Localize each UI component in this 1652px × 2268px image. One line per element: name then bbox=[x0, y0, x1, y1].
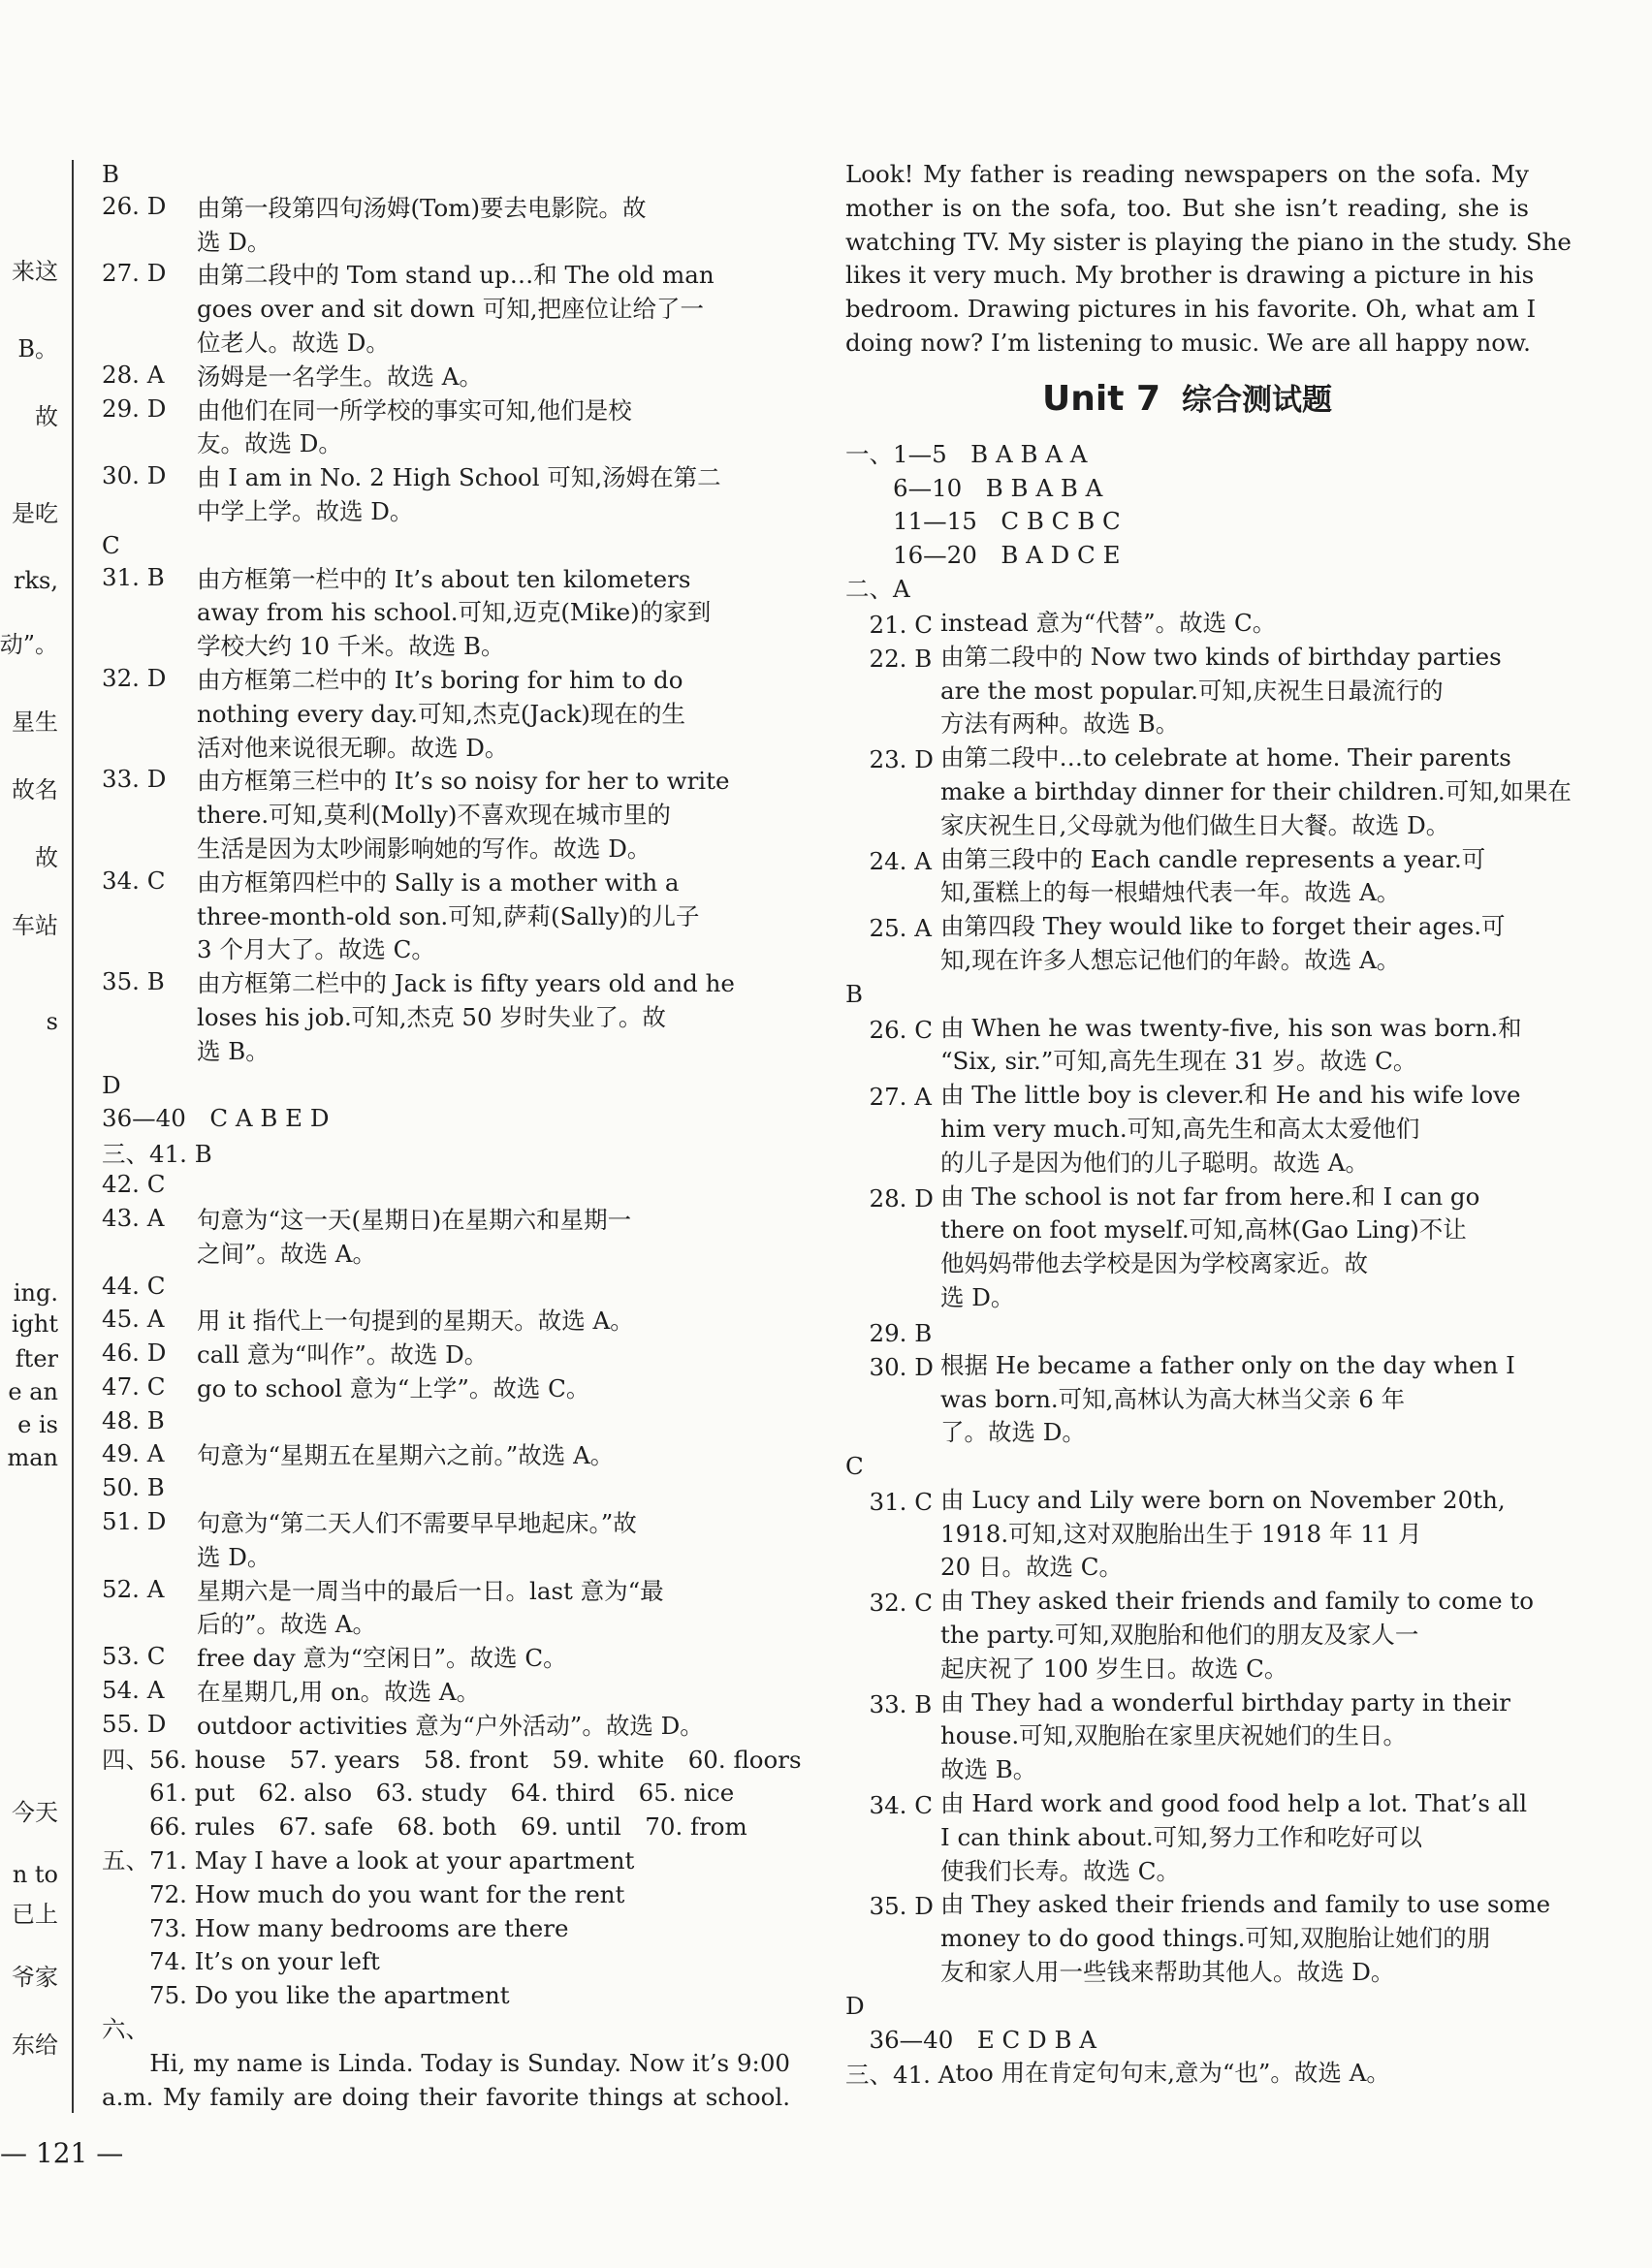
unit-heading bbox=[845, 361, 1529, 438]
answer-number: 28. A bbox=[102, 360, 165, 389]
answer-explanation bbox=[197, 461, 790, 529]
passage-line: bedroom. Drawing pictures in his favorite. Oh, what am I bbox=[845, 295, 1537, 324]
text-line: 四、56. house 57. years 58. front 59. white 60. floors bbox=[102, 1745, 802, 1774]
text-line: C bbox=[845, 1452, 864, 1481]
explanation-line: 友。故选 D。 bbox=[197, 429, 342, 458]
answer-number: 34. C bbox=[102, 866, 166, 895]
explanation-line: was born.可知,高林认为高大林当父亲 6 年 bbox=[940, 1384, 1406, 1413]
answer-explanation bbox=[197, 1642, 790, 1676]
passage-line: a.m. My family are doing their favorite things at school. bbox=[102, 2082, 790, 2111]
explanation-line: 由他们在同一所学校的事实可知,他们是校 bbox=[197, 395, 632, 425]
explanation-line: 由 I am in No. 2 High School 可知,汤姆在第二 bbox=[197, 463, 721, 492]
passage-continuation bbox=[845, 158, 1572, 361]
explanation-line: 由 They asked their friends and family to come to bbox=[940, 1587, 1534, 1616]
text-line: D bbox=[102, 1070, 121, 1099]
edge-fragment: s bbox=[46, 1008, 58, 1035]
explanation-line: 星期六是一周当中的最后一日。last 意为“最 bbox=[197, 1576, 664, 1605]
explanation-line: 由 Hard work and good food help a lot. That’s all bbox=[940, 1789, 1528, 1818]
explanation-line: 活对他来说很无聊。故选 D。 bbox=[197, 733, 509, 762]
column-rule bbox=[72, 160, 74, 2113]
answer-number: 44. C bbox=[102, 1271, 166, 1300]
answer-explanation bbox=[197, 765, 790, 866]
passage-line: mother is on the sofa, too. But she isn’t reading, she is bbox=[845, 193, 1529, 222]
passage-line: likes it very much. My brother is drawing a picture in his bbox=[845, 261, 1535, 290]
answer-item bbox=[102, 967, 790, 1068]
answer-explanation bbox=[940, 1484, 1529, 1585]
answer-number: 27. D bbox=[102, 259, 167, 288]
explanation-line: I can think about.可知,努力工作和吃好可以 bbox=[940, 1822, 1422, 1851]
explanation-line: 了。故选 D。 bbox=[940, 1418, 1086, 1447]
text-line: 36—40 C A B E D bbox=[102, 1104, 330, 1133]
explanation-line: are the most popular.可知,庆祝生日最流行的 bbox=[940, 676, 1444, 705]
answer-item bbox=[102, 1305, 790, 1339]
answer-number: 33. B bbox=[845, 1689, 933, 1718]
edge-fragment: 星生 bbox=[12, 709, 58, 736]
explanation-line: three-month-old son.可知,萨莉(Sally)的儿子 bbox=[197, 901, 700, 930]
answer-item bbox=[845, 607, 1529, 641]
explanation-line: there on foot myself.可知,高林(Gao Ling)不让 bbox=[940, 1215, 1467, 1244]
answer-item bbox=[102, 1642, 790, 1676]
answer-explanation bbox=[940, 741, 1572, 842]
explanation-line: 家庆祝生日,父母就为他们做生日大餐。故选 D。 bbox=[940, 810, 1450, 839]
answer-number: 55. D bbox=[102, 1709, 167, 1738]
explanation-line: 句意为“星期五在星期六之前。”故选 A。 bbox=[197, 1441, 615, 1470]
answer-explanation bbox=[197, 1676, 790, 1710]
answer-number: 43. A bbox=[102, 1203, 165, 1232]
text-line: 75. Do you like the apartment bbox=[102, 1981, 510, 2010]
answer-number: 50. B bbox=[102, 1473, 165, 1502]
text-line: 73. How many bedrooms are there bbox=[102, 1913, 569, 1942]
answer-explanation bbox=[197, 192, 790, 260]
answer-explanation bbox=[940, 843, 1529, 911]
explanation-line: 由 When he was twenty-five, his son was born.和 bbox=[940, 1013, 1522, 1042]
text-line: 一、1—5 B A B A A bbox=[845, 439, 1088, 468]
answer-number: 42. C bbox=[102, 1170, 166, 1199]
text-line: B bbox=[102, 160, 120, 188]
explanation-line: 位老人。故选 D。 bbox=[197, 328, 390, 357]
explanation-line: 由第一段第四句汤姆(Tom)要去电影院。故 bbox=[197, 193, 647, 222]
answer-number: 28. D bbox=[845, 1183, 934, 1213]
explanation-line: house.可知,双胞胎在家里庆祝她们的生日。 bbox=[940, 1721, 1407, 1750]
explanation-line: 由 They had a wonderful birthday party in their bbox=[940, 1687, 1510, 1717]
answer-explanation bbox=[197, 394, 790, 462]
answer-item bbox=[102, 1507, 790, 1575]
answer-item bbox=[102, 563, 790, 664]
answer-item bbox=[102, 664, 790, 765]
answer-number: 46. D bbox=[102, 1339, 167, 1368]
answer-item bbox=[845, 1315, 1529, 1349]
answer-item bbox=[102, 1473, 790, 1507]
answer-number: 26. C bbox=[845, 1015, 933, 1044]
answer-item bbox=[102, 1170, 790, 1204]
text-line: 五、71. May I have a look at your apartment bbox=[102, 1846, 635, 1875]
answer-item bbox=[102, 1372, 790, 1406]
answer-explanation bbox=[197, 866, 790, 967]
text-line: 36—40 E C D B A bbox=[845, 2025, 1096, 2054]
answer-explanation bbox=[940, 1787, 1529, 1888]
answer-item bbox=[845, 1349, 1529, 1450]
answer-explanation bbox=[940, 1888, 1550, 1989]
answer-number: 27. A bbox=[845, 1083, 932, 1112]
edge-fragment: n to bbox=[12, 1861, 58, 1888]
answer-number: 30. D bbox=[845, 1352, 934, 1381]
edge-fragment: 爷家 bbox=[12, 1964, 58, 1991]
answer-explanation bbox=[940, 1079, 1529, 1180]
answer-number: 47. C bbox=[102, 1371, 166, 1401]
explanation-line bbox=[940, 1315, 1529, 1349]
answer-item bbox=[845, 1787, 1529, 1888]
explanation-line bbox=[197, 1406, 790, 1440]
explanation-line: 由方框第四栏中的 Sally is a mother with a bbox=[197, 867, 680, 897]
text-line: C bbox=[102, 530, 120, 559]
unit-title-main: Unit 7 bbox=[1042, 378, 1160, 419]
answer-explanation bbox=[197, 1272, 790, 1306]
explanation-line: 之间”。故选 A。 bbox=[197, 1239, 377, 1268]
explanation-line: 方法有两种。故选 B。 bbox=[940, 709, 1180, 739]
explanation-line: 由方框第三栏中的 It’s so noisy for her to write bbox=[197, 767, 730, 796]
answer-number: 21. C bbox=[845, 610, 933, 639]
explanation-line: 由第二段中的 Tom stand up…和 The old man bbox=[197, 261, 715, 290]
answer-item bbox=[102, 1204, 790, 1272]
explanation-line: money to do good things.可知,双胞胎让她们的朋 bbox=[940, 1924, 1491, 1953]
edge-fragment: 是吃 bbox=[12, 500, 58, 527]
answer-explanation bbox=[197, 361, 790, 394]
explanation-line: outdoor activities 意为“户外活动”。故选 D。 bbox=[197, 1711, 704, 1740]
answer-number: 35. D bbox=[845, 1892, 934, 1921]
answer-explanation bbox=[197, 1170, 790, 1204]
explanation-line: 由第二段中的 Now two kinds of birthday parties bbox=[940, 642, 1502, 671]
answer-item bbox=[102, 361, 790, 394]
answer-explanation bbox=[197, 1305, 790, 1339]
text-line: 二、A bbox=[845, 574, 910, 603]
answer-number: 52. A bbox=[102, 1574, 165, 1603]
edge-fragment: 故 bbox=[35, 403, 58, 430]
answer-item bbox=[102, 394, 790, 462]
explanation-line: 使我们长寿。故选 C。 bbox=[940, 1856, 1181, 1885]
edge-fragment: 动”。 bbox=[0, 631, 58, 658]
answer-number: 23. D bbox=[845, 745, 934, 774]
explanation-line: 起庆祝了 100 岁生日。故选 C。 bbox=[940, 1654, 1288, 1683]
edge-fragment: 今天 bbox=[12, 1799, 58, 1826]
answer-item bbox=[102, 866, 790, 967]
answer-explanation bbox=[197, 1204, 790, 1272]
answer-number: 48. B bbox=[102, 1405, 165, 1434]
answer-number: 51. D bbox=[102, 1507, 167, 1536]
answer-item bbox=[845, 910, 1529, 978]
answer-item bbox=[845, 741, 1572, 842]
edge-fragment: 车站 bbox=[12, 912, 58, 939]
explanation-line: instead 意为“代替”。故选 C。 bbox=[940, 608, 1277, 637]
explanation-line: 中学上学。故选 D。 bbox=[197, 496, 414, 525]
answer-item bbox=[845, 2057, 1529, 2091]
edge-fragment: 已上 bbox=[12, 1901, 58, 1928]
answer-item bbox=[102, 1710, 790, 1744]
answer-number: 29. B bbox=[845, 1318, 933, 1347]
answer-number: 45. A bbox=[102, 1305, 165, 1334]
answer-number: 25. A bbox=[845, 914, 932, 943]
explanation-line: 3 个月大了。故选 C。 bbox=[197, 935, 435, 964]
explanation-line: 由方框第一栏中的 It’s about ten kilometers bbox=[197, 564, 691, 593]
passage-line: doing now? I’m listening to music. We are all happy now. bbox=[845, 328, 1531, 357]
answer-list bbox=[845, 438, 1572, 2092]
answer-number: 31. C bbox=[845, 1487, 933, 1516]
explanation-line: 由方框第二栏中的 It’s boring for him to do bbox=[197, 665, 683, 694]
explanation-line: 由 Lucy and Lily were born on November 20th, bbox=[940, 1485, 1506, 1514]
right-column bbox=[845, 158, 1572, 2091]
answer-explanation bbox=[940, 1012, 1529, 1080]
previous-page-edge bbox=[0, 0, 62, 2268]
explanation-line: 友和家人用一些钱来帮助其他人。故选 D。 bbox=[940, 1958, 1395, 1987]
answer-number: 24. A bbox=[845, 846, 932, 875]
text-line: B bbox=[845, 979, 864, 1008]
explanation-line: make a birthday dinner for their children.可知,如果在 bbox=[940, 776, 1572, 805]
answer-item bbox=[102, 1676, 790, 1710]
answer-number: 49. A bbox=[102, 1439, 165, 1468]
answer-item bbox=[845, 843, 1529, 911]
explanation-line: 句意为“这一天(星期日)在星期六和星期一 bbox=[197, 1205, 632, 1234]
answer-explanation bbox=[197, 1406, 790, 1440]
explanation-line: 的儿子是因为他们的儿子聪明。故选 A。 bbox=[940, 1148, 1369, 1177]
explanation-line bbox=[197, 1170, 790, 1204]
text-line: 74. It’s on your left bbox=[102, 1947, 380, 1976]
explanation-line: 根据 He became a father only on the day when I bbox=[940, 1350, 1515, 1379]
edge-fragment: fter bbox=[15, 1345, 58, 1372]
answer-number: 32. D bbox=[102, 663, 167, 692]
answer-item bbox=[845, 1079, 1529, 1180]
explanation-line: away from his school.可知,迈克(Mike)的家到 bbox=[197, 598, 712, 627]
explanation-line: 他妈妈带他去学校是因为学校离家近。故 bbox=[940, 1249, 1368, 1278]
answer-explanation bbox=[197, 664, 790, 765]
explanation-line: 汤姆是一名学生。故选 A。 bbox=[197, 362, 483, 391]
explanation-line: there.可知,莫利(Molly)不喜欢现在城市里的 bbox=[197, 801, 671, 830]
explanation-line: him very much.可知,高先生和高太太爱他们 bbox=[940, 1114, 1420, 1143]
answer-item bbox=[845, 1181, 1529, 1315]
explanation-line: 20 日。故选 C。 bbox=[940, 1553, 1123, 1582]
answer-number: 33. D bbox=[102, 765, 167, 794]
edge-fragment: rks, bbox=[14, 567, 58, 594]
answer-explanation bbox=[197, 259, 790, 360]
explanation-line bbox=[212, 1136, 790, 1170]
answer-explanation bbox=[955, 2057, 1529, 2091]
answer-item bbox=[102, 765, 790, 866]
answer-number: 54. A bbox=[102, 1676, 165, 1705]
explanation-line bbox=[197, 1272, 790, 1306]
answer-explanation bbox=[197, 1372, 790, 1406]
answer-item bbox=[102, 1272, 790, 1306]
passage-line: Hi, my name is Linda. Today is Sunday. Now it’s 9:00 bbox=[102, 2048, 790, 2077]
answer-explanation bbox=[212, 1136, 790, 1170]
edge-fragment: e is bbox=[17, 1411, 58, 1438]
answer-number: 32. C bbox=[845, 1589, 933, 1618]
explanation-line: call 意为“叫作”。故选 D。 bbox=[197, 1340, 489, 1370]
explanation-line: loses his job.可知,杰克 50 岁时失业了。故 bbox=[197, 1002, 666, 1031]
explanation-line: 选 B。 bbox=[197, 1036, 270, 1065]
answer-explanation bbox=[197, 1439, 790, 1473]
text-line: 66. rules 67. safe 68. both 69. until 70. from bbox=[102, 1812, 747, 1842]
answer-explanation bbox=[197, 1473, 790, 1507]
explanation-line: 由 The little boy is clever.和 He and his wife love bbox=[940, 1081, 1521, 1110]
explanation-line: 1918.可知,这对双胞胎出生于 1918 年 11 月 bbox=[940, 1519, 1422, 1548]
answer-explanation bbox=[940, 910, 1529, 978]
answer-explanation bbox=[197, 1575, 790, 1643]
page-number: — 121 — bbox=[0, 2137, 124, 2169]
explanation-line: too 用在肯定句句末,意为“也”。故选 A。 bbox=[955, 2059, 1390, 2088]
explanation-line: 由方框第二栏中的 Jack is fifty years old and he bbox=[197, 969, 735, 998]
text-line: 16—20 B A D C E bbox=[845, 541, 1121, 570]
answer-number: 53. C bbox=[102, 1642, 166, 1671]
answer-number: 三、41. A bbox=[845, 2061, 956, 2090]
explanation-line: 由 The school is not far from here.和 I can go bbox=[940, 1181, 1480, 1211]
edge-fragment: 东给 bbox=[12, 2032, 58, 2059]
explanation-line: 由第三段中的 Each candle represents a year.可 bbox=[940, 844, 1486, 873]
explanation-line: 在星期几,用 on。故选 A。 bbox=[197, 1678, 481, 1707]
answer-item bbox=[102, 1136, 790, 1170]
answer-explanation bbox=[940, 607, 1529, 641]
answer-explanation bbox=[940, 641, 1529, 741]
edge-fragment: man bbox=[7, 1444, 58, 1471]
answer-number: 22. B bbox=[845, 644, 933, 673]
edge-fragment: 故 bbox=[35, 844, 58, 871]
explanation-line: 由第二段中…to celebrate at home. Their parents bbox=[940, 743, 1511, 772]
answer-item bbox=[102, 461, 790, 529]
explanation-line bbox=[197, 1473, 790, 1507]
explanation-line: go to school 意为“上学”。故选 C。 bbox=[197, 1373, 590, 1402]
answer-item bbox=[102, 1575, 790, 1643]
answer-item bbox=[845, 1012, 1529, 1080]
edge-fragment: 来这 bbox=[12, 258, 58, 285]
answer-item bbox=[102, 1339, 790, 1372]
edge-fragment: 故名 bbox=[12, 776, 58, 803]
explanation-line: 句意为“第二天人们不需要早早地起床。”故 bbox=[197, 1509, 637, 1538]
answer-explanation bbox=[197, 967, 790, 1068]
explanation-line: nothing every day.可知,杰克(Jack)现在的生 bbox=[197, 699, 685, 728]
answer-item bbox=[102, 259, 790, 360]
explanation-line: 用 it 指代上一句提到的星期天。故选 A。 bbox=[197, 1307, 634, 1336]
answer-explanation bbox=[197, 1710, 790, 1744]
answer-explanation bbox=[940, 1686, 1529, 1787]
answer-item bbox=[102, 192, 790, 260]
explanation-line: 由第四段 They would like to forget their ages.可 bbox=[940, 912, 1506, 941]
explanation-line: the party.可知,双胞胎和他们的朋友及家人一 bbox=[940, 1621, 1419, 1650]
explanation-line: free day 意为“空闲日”。故选 C。 bbox=[197, 1644, 567, 1673]
answer-number: 30. D bbox=[102, 461, 167, 490]
explanation-line: 知,现在许多人想忘记他们的年龄。故选 A。 bbox=[940, 945, 1401, 974]
edge-fragment: ight bbox=[11, 1310, 58, 1338]
answer-explanation bbox=[197, 1507, 790, 1575]
text-line: 72. How much do you want for the rent bbox=[102, 1879, 625, 1908]
answer-item bbox=[845, 1888, 1551, 1989]
answer-explanation bbox=[197, 563, 790, 664]
edge-fragment: ing. bbox=[13, 1279, 58, 1307]
text-line: D bbox=[845, 1991, 865, 2020]
answer-number: 26. D bbox=[102, 191, 167, 220]
answer-item bbox=[102, 1406, 790, 1440]
explanation-line: 生活是因为太吵闹影响她的写作。故选 D。 bbox=[197, 834, 651, 863]
explanation-line: 选 D。 bbox=[940, 1282, 1015, 1311]
answer-number: 三、41. B bbox=[102, 1140, 212, 1169]
explanation-line: 知,蛋糕上的每一根蜡烛代表一年。故选 A。 bbox=[940, 878, 1401, 907]
answer-explanation bbox=[940, 1181, 1529, 1315]
passage-line: watching TV. My sister is playing the piano in the study. She bbox=[845, 227, 1572, 256]
explanation-line: goes over and sit down 可知,把座位让给了一 bbox=[197, 295, 705, 324]
answer-item bbox=[845, 641, 1529, 741]
explanation-line: 后的”。故选 A。 bbox=[197, 1610, 377, 1639]
text-line: 11—15 C B C B C bbox=[845, 507, 1121, 536]
text-line: 61. put 62. also 63. study 64. third 65. nice bbox=[102, 1779, 735, 1808]
passage-line: Look! My father is reading newspapers on the sofa. My bbox=[845, 160, 1529, 188]
explanation-line: 选 D。 bbox=[197, 1542, 271, 1571]
explanation-line: 由 They asked their friends and family to use some bbox=[940, 1890, 1551, 1919]
answer-item bbox=[845, 1585, 1534, 1685]
answer-number: 35. B bbox=[102, 967, 165, 996]
explanation-line: “Six, sir.”可知,高先生现在 31 岁。故选 C。 bbox=[940, 1047, 1417, 1076]
left-column bbox=[102, 158, 802, 2114]
explanation-line: 故选 B。 bbox=[940, 1755, 1037, 1784]
answer-item bbox=[102, 1439, 790, 1473]
explanation-line: 学校大约 10 千米。故选 B。 bbox=[197, 632, 505, 661]
answer-number: 31. B bbox=[102, 562, 165, 591]
explanation-line: 选 D。 bbox=[197, 227, 271, 256]
answer-item bbox=[845, 1484, 1529, 1585]
answer-item bbox=[845, 1686, 1529, 1787]
answer-number: 29. D bbox=[102, 394, 167, 423]
edge-fragment: e an bbox=[8, 1378, 58, 1405]
answer-explanation bbox=[197, 1339, 790, 1372]
text-line: 6—10 B B A B A bbox=[845, 473, 1103, 502]
edge-fragment: B。 bbox=[17, 335, 58, 362]
text-line: 六、 bbox=[102, 2015, 149, 2044]
answer-explanation bbox=[940, 1315, 1529, 1349]
answer-explanation bbox=[940, 1585, 1534, 1685]
answer-number: 34. C bbox=[845, 1791, 933, 1820]
unit-title-sub: 综合测试题 bbox=[1182, 382, 1332, 418]
answer-explanation bbox=[940, 1349, 1529, 1450]
